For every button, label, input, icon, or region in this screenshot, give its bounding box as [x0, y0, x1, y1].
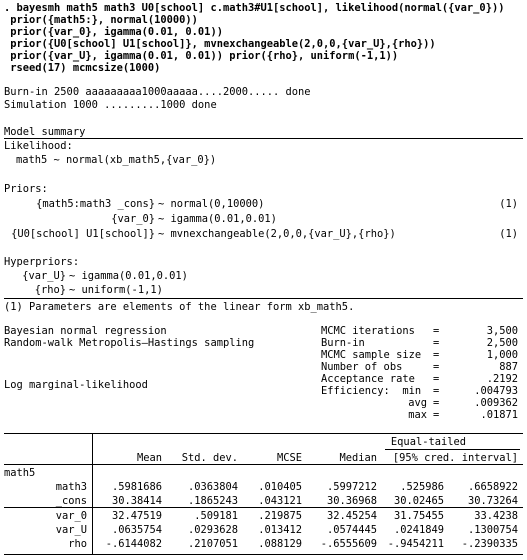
hyperprior-dist: ~ igamma(0.01,0.01) [69, 270, 188, 282]
table-cell: .525986 [400, 481, 444, 493]
table-cell: 30.38414 [111, 495, 162, 507]
sampler-type: Random-walk Metropolis–Hastings sampling [4, 337, 255, 349]
table-bottom-rule [4, 554, 523, 555]
command-line: rseed(17) mcmcsize(1000) [4, 62, 161, 74]
table-cell: .5997212 [326, 481, 377, 493]
prior-param: {U0[school] U1[school]} [11, 228, 155, 240]
table-cell: .010405 [258, 481, 302, 493]
stat-equals: = [433, 361, 440, 373]
row-label: math3 [55, 481, 87, 493]
stat-value: 887 [499, 361, 518, 373]
row-label: rho [68, 538, 87, 550]
stat-label: Efficiency: min [321, 385, 422, 397]
table-cell: .1865243 [187, 495, 238, 507]
stat-value: .004793 [474, 385, 518, 397]
prior-dist: ~ normal(0,10000) [158, 198, 265, 210]
table-cell: .0241849 [393, 524, 444, 536]
table-cell: .1300754 [467, 524, 518, 536]
burnin-progress: Burn-in 2500 aaaaaaaaa1000aaaaa....2000..... done [4, 86, 311, 98]
stat-equals: = [433, 385, 440, 397]
stat-label: Burn-in [321, 337, 365, 349]
table-cell: 32.47519 [111, 510, 162, 522]
row-label: _cons [55, 495, 87, 507]
prior-param: {math5:math3 _cons} [36, 198, 155, 210]
stat-value: .2192 [486, 373, 518, 385]
command-line: . bayesmh math5 math3 U0[school] c.math3#U1[school], likelihood(normal({var_0})) [4, 2, 505, 14]
command-line: prior({var_U}, igamma(0.01, 0.01)) prior({rho}, uniform(-1,1)) [4, 50, 399, 62]
footnote: (1) Parameters are elements of the linear form xb_math5. [4, 301, 355, 313]
hyperprior-dist: ~ uniform(-1,1) [69, 284, 163, 296]
super-header-rule [385, 449, 520, 450]
table-top-rule [4, 433, 523, 434]
stat-equals: = [433, 349, 440, 361]
likelihood-label: Likelihood: [4, 140, 73, 152]
stat-value: 3,500 [486, 325, 518, 337]
model-summary-title: Model summary [4, 126, 86, 138]
prior-dist: ~ mvnexchangeable(2,0,0,{var_U},{rho}) [158, 228, 396, 240]
table-cell: .088129 [258, 538, 302, 550]
group-label: math5 [4, 467, 36, 479]
table-cell: .509181 [194, 510, 238, 522]
prior-note: (1) [499, 198, 518, 210]
stat-label: Number of obs [321, 361, 403, 373]
stat-value: 1,000 [486, 349, 518, 361]
command-line: prior({var_0}, igamma(0.01, 0.01)) [4, 26, 223, 38]
stat-equals: = [433, 397, 440, 409]
table-cell: 30.02465 [393, 495, 444, 507]
stat-equals: = [433, 373, 440, 385]
table-cell: .0293628 [187, 524, 238, 536]
table-cell: .0363804 [187, 481, 238, 493]
stat-value: .009362 [474, 397, 518, 409]
table-cell: 30.36968 [326, 495, 377, 507]
divider [4, 138, 523, 139]
column-header: MCSE [276, 452, 302, 464]
hyperpriors-label: Hyperpriors: [4, 256, 80, 268]
table-cell: .219875 [258, 510, 302, 522]
stat-value: .01871 [480, 409, 518, 421]
table-cell: 31.75455 [393, 510, 444, 522]
hyperprior-param: {var_U} [22, 270, 66, 282]
stat-label: Acceptance rate [321, 373, 415, 385]
table-cell: .5981686 [111, 481, 162, 493]
table-cell: .013412 [258, 524, 302, 536]
column-header: Median [339, 452, 377, 464]
table-cell: -.6144082 [105, 538, 162, 550]
stat-label: MCMC sample size [321, 349, 422, 361]
table-cell: 33.4238 [474, 510, 518, 522]
row-label: var_0 [55, 510, 87, 522]
table-cell: 30.73264 [467, 495, 518, 507]
table-cell: -.6555609 [320, 538, 377, 550]
stat-value: 2,500 [486, 337, 518, 349]
table-cell: .2107051 [187, 538, 238, 550]
simulation-progress: Simulation 1000 .........1000 done [4, 99, 217, 111]
stat-equals: = [433, 325, 440, 337]
column-header: [95% cred. interval] [392, 452, 518, 464]
table-super-header: Equal-tailed [390, 436, 466, 448]
hyperprior-param: {rho} [34, 284, 66, 296]
header-rule [4, 464, 523, 465]
priors-label: Priors: [4, 183, 48, 195]
command-line: prior({U0[school] U1[school]}, mvnexchangeable(2,0,0,{var_U},{rho})) [4, 38, 436, 50]
stat-equals: = [433, 409, 440, 421]
prior-param: {var_0} [111, 213, 155, 225]
table-cell: .0574445 [326, 524, 377, 536]
table-cell: -.9454211 [387, 538, 444, 550]
section-rule [4, 507, 523, 508]
table-cell: .0635754 [111, 524, 162, 536]
column-header: Mean [136, 452, 162, 464]
table-cell: 32.45254 [326, 510, 377, 522]
log-ml-label: Log marginal-likelihood [4, 379, 148, 391]
table-cell: -.2390335 [461, 538, 518, 550]
stat-label: MCMC iterations [321, 325, 415, 337]
table-cell: .6658922 [467, 481, 518, 493]
likelihood-expression: math5 ~ normal(xb_math5,{var_0}) [16, 154, 217, 166]
divider [4, 298, 523, 299]
prior-note: (1) [499, 228, 518, 240]
stat-label: max [408, 409, 427, 421]
column-header: Std. dev. [181, 452, 238, 464]
table-column-divider [92, 433, 93, 555]
model-type: Bayesian normal regression [4, 325, 167, 337]
table-cell: .043121 [258, 495, 302, 507]
command-line: prior({math5:}, normal(10000)) [4, 14, 198, 26]
stat-equals: = [433, 337, 440, 349]
row-label: var_U [55, 524, 87, 536]
prior-dist: ~ igamma(0.01,0.01) [158, 213, 277, 225]
stat-label: avg [408, 397, 427, 409]
